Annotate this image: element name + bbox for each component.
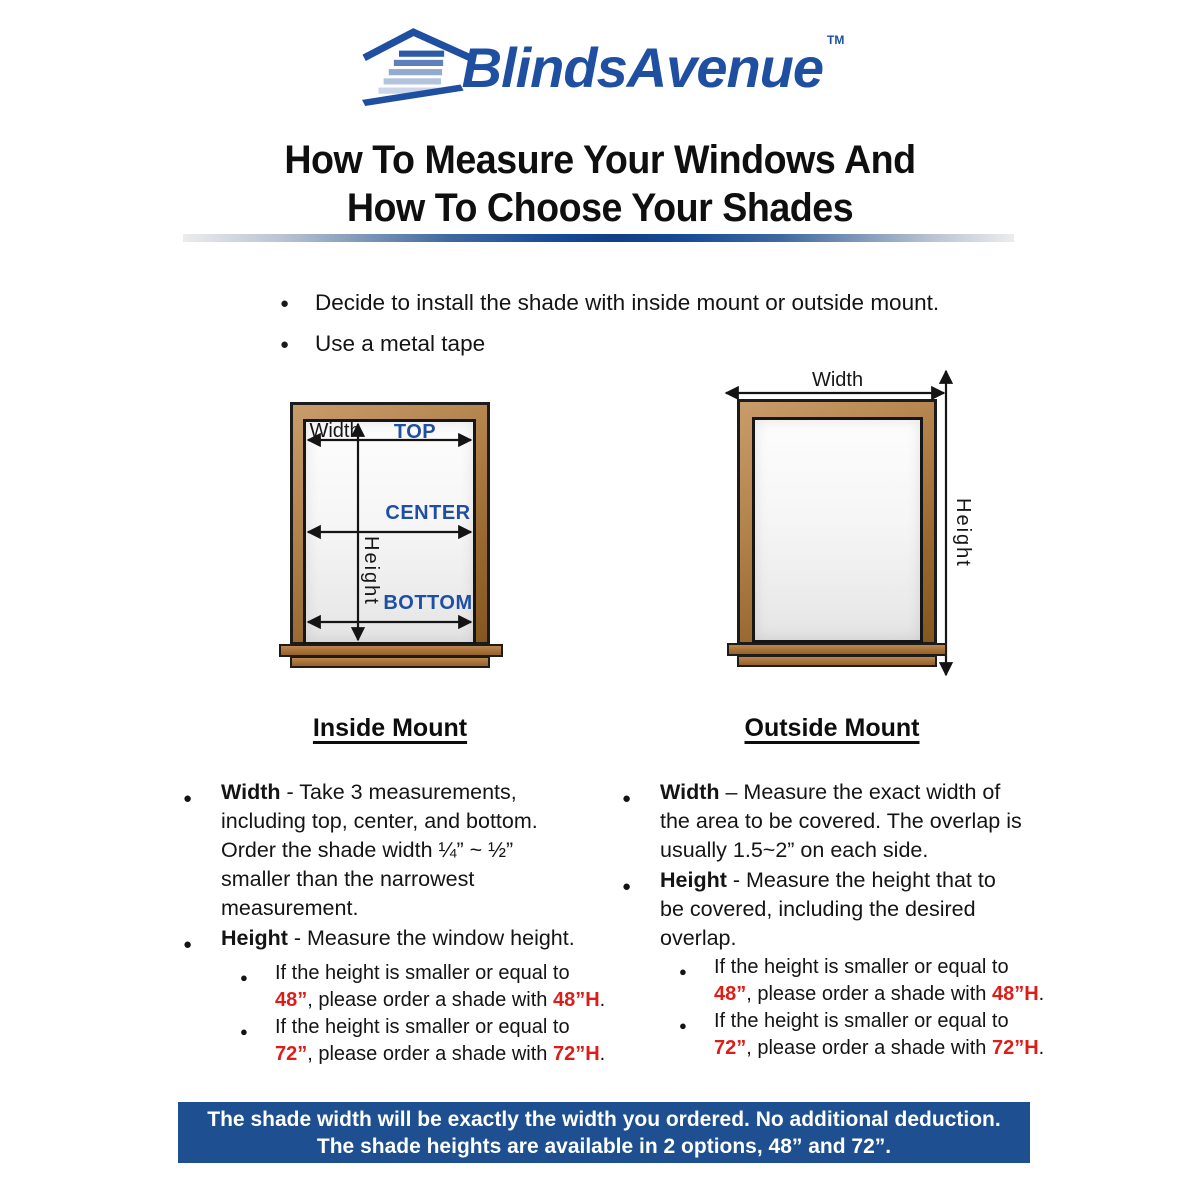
inside-mount-heading: Inside Mount [312, 714, 468, 742]
list-item: ● Height - Measure the window height. [183, 924, 608, 959]
bullet-icon: ● [183, 790, 193, 807]
title-line-2: How To Choose Your Shades [346, 186, 854, 230]
inside-mount-instructions [183, 778, 608, 1067]
bullet-icon: ● [240, 970, 248, 985]
title-line-1: How To Measure Your Windows And [284, 138, 916, 182]
inside-height-label: Height [360, 536, 382, 606]
outside-mount-heading: Outside Mount [744, 714, 920, 742]
outside-mount-window-glass [752, 417, 923, 643]
list-item: ● Height - Measure the height that to be covered, including the desired overlap. [622, 866, 1054, 953]
list-item [280, 329, 1040, 359]
bullet-icon: ● [679, 964, 687, 979]
bullet-icon: ● [622, 790, 632, 807]
page-title [36, 136, 1164, 232]
brand-name: BlindsAvenue ™ [461, 33, 845, 99]
bullet-icon: ● [622, 878, 632, 895]
bullet-icon: ● [183, 936, 193, 953]
outside-height-label: Height [952, 498, 974, 568]
trademark-symbol: TM [827, 33, 845, 47]
inside-width-label: Width [309, 420, 361, 442]
bullet-icon: ● [280, 295, 290, 312]
footer-banner [178, 1102, 1030, 1163]
inside-mount-window-sill [279, 644, 503, 657]
intro-bullet-list [280, 288, 1040, 370]
brand-logo [0, 26, 1200, 106]
list-item [280, 288, 1040, 318]
footer-line-1: The shade width will be exactly the width you ordered. No additional deduction. [207, 1107, 1001, 1131]
inside-mount-window-apron [290, 656, 490, 668]
outside-mount-instructions [622, 778, 1054, 1061]
outside-mount-window-apron [737, 655, 937, 667]
bullet-icon: ● [280, 336, 290, 353]
inside-center-label: CENTER [385, 502, 471, 524]
inside-bottom-label: BOTTOM [383, 592, 473, 614]
bullet-icon: ● [240, 1024, 248, 1039]
blinds-house-icon [360, 26, 478, 106]
list-item: ● Width – Measure the exact width of the area to be covered. The overlap is usually 1.5~2” on each side. [622, 778, 1054, 865]
list-item: ● Width - Take 3 measurements, including top, center, and bottom. Order the shade width ¼” ~ ½” smaller than the narrowest measurement. [183, 778, 608, 923]
outside-width-label: Width [811, 369, 864, 391]
footer-line-2: The shade heights are available in 2 options, 48” and 72”. [316, 1134, 892, 1158]
outside-mount-window-sill [727, 643, 947, 656]
list-item: ● If the height is smaller or equal to 48”, please order a shade with 48”H. [183, 960, 608, 1013]
list-item: ● If the height is smaller or equal to 72”, please order a shade with 72”H. [183, 1014, 608, 1067]
list-item: ● If the height is smaller or equal to 72”, please order a shade with 72”H. [622, 1008, 1054, 1061]
list-item: ● If the height is smaller or equal to 48”, please order a shade with 48”H. [622, 954, 1054, 1007]
bullet-icon: ● [679, 1018, 687, 1033]
intro-bullet-text: Use a metal tape [315, 331, 486, 356]
gradient-divider [183, 234, 1014, 242]
inside-top-label: TOP [393, 421, 437, 443]
intro-bullet-text: Decide to install the shade with inside mount or outside mount. [315, 290, 940, 315]
